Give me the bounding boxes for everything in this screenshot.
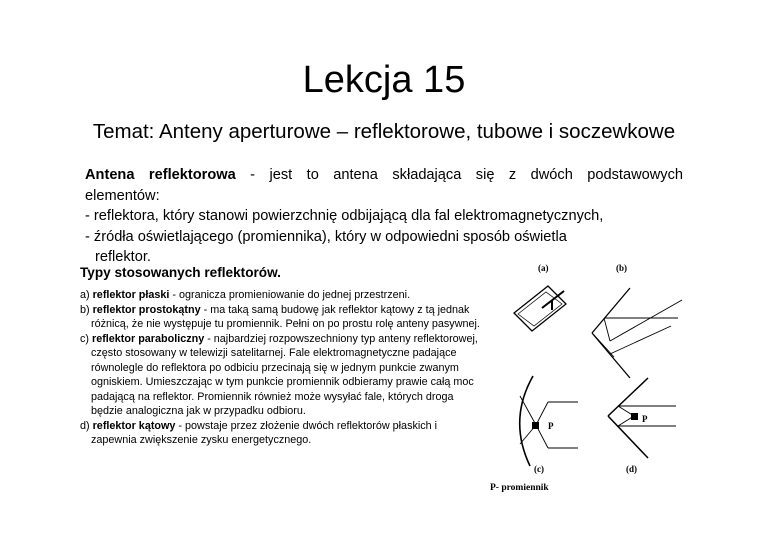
list-item-prefix: b)	[80, 303, 93, 316]
definition-line-5: reflektor.	[95, 249, 151, 265]
reflector-types-figure	[486, 258, 686, 498]
figure-caption: P- promiennik	[490, 483, 549, 493]
flat-reflector-diagram	[514, 286, 566, 331]
lesson-title: Lekcja 15	[302, 59, 466, 101]
list-item-prefix: c)	[80, 332, 92, 345]
list-item-desc: - ma taką samą budowę jak reflektor kątowy z tą jednak różnicą, że nie występuje tu promiennik. Pełni on po prostu rolę anteny pasywnej.	[91, 303, 480, 330]
types-heading: Typy stosowanych reflektorów.	[80, 265, 281, 280]
label-d: (d)	[626, 464, 637, 474]
list-item-prefix: a)	[80, 289, 93, 301]
list-item-prefix: d)	[80, 419, 93, 432]
feed-point-c	[532, 422, 539, 429]
definition-block	[85, 165, 683, 268]
definition-term: Antena reflektorowa	[85, 167, 236, 183]
label-c: (c)	[534, 464, 544, 474]
list-item-name: reflektor prostokątny	[92, 303, 201, 316]
list-item	[80, 419, 480, 448]
list-item-desc: - powstaje przez złożenie dwóch reflektorów płaskich i zapewnia zwiększenie zysku energetycznego.	[91, 419, 438, 446]
feed-point-d	[631, 413, 638, 420]
list-item	[80, 303, 480, 332]
definition-line-1-rest: - jest to antena składająca się z dwóch podstawowych	[235, 167, 684, 183]
label-b: (b)	[616, 263, 627, 273]
definition-line-2: elementów:	[85, 187, 160, 204]
list-item	[80, 288, 480, 303]
definition-line-4: - źródła oświetlającego (promiennika), który w odpowiedni sposób oświetla	[85, 228, 567, 245]
list-item-name: reflektor paraboliczny	[92, 332, 205, 345]
list-item-name: reflektor płaski	[92, 289, 170, 301]
list-item	[80, 332, 480, 419]
list-item-name: reflektor kątowy	[92, 419, 176, 432]
types-list	[80, 288, 480, 448]
point-label-d: P	[642, 414, 648, 424]
label-a: (a)	[538, 263, 549, 273]
lesson-subtitle: Temat: Anteny aperturowe – reflektorowe, tubowe i soczewkowe	[92, 120, 676, 143]
list-item-desc: - najbardziej rozpowszechniony typ anteny reflektorowej, często stosowany w telewizji satelitarnej. Fale elektromagnetyczne padające równolegle do reflektora po odbiciu przecinają się w jednym punkcie zwanym ogniskiem. Umieszczając w tym punkcie promiennik odbieramy prawie całą moc padającą na reflektor. Promiennik również może wysyłać fale, których droga będzie analogiczna jak w przypadku odbioru.	[91, 332, 478, 417]
definition-line-3: - reflektora, który stanowi powierzchnię odbijającą dla fal elektromagnetycznych,	[85, 208, 604, 224]
definition-line-1	[85, 165, 683, 186]
list-item-desc: - ogranicza promieniowanie do jednej przestrzeni.	[169, 289, 411, 301]
rectangular-reflector-diagram	[592, 288, 682, 378]
point-label-c: P	[548, 421, 554, 431]
